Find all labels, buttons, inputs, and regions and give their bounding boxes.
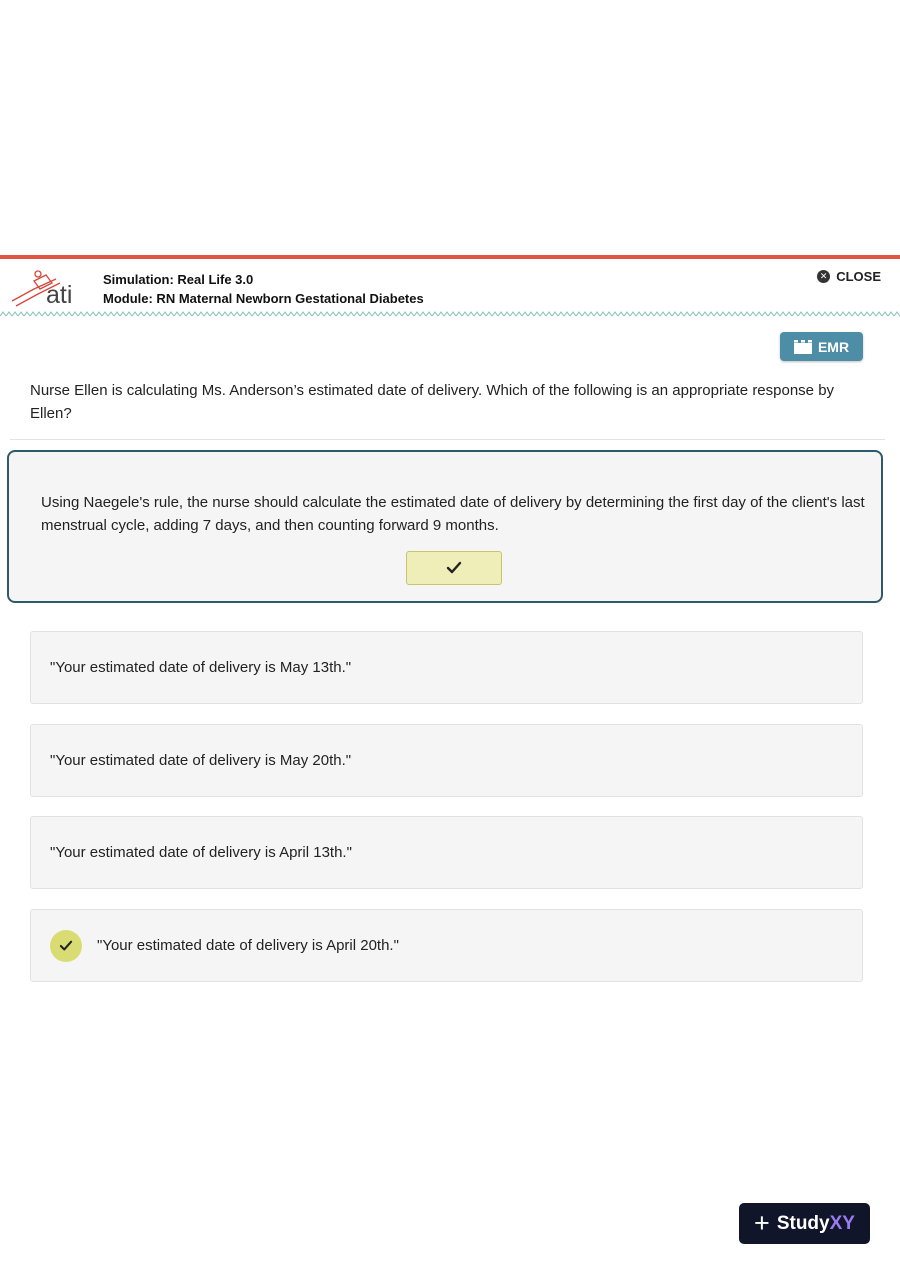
- studyxy-watermark: [739, 1203, 870, 1244]
- header-titles: [103, 270, 424, 308]
- answer-option[interactable]: [30, 816, 863, 889]
- plus-icon: +: [754, 1208, 770, 1238]
- question-text: Nurse Ellen is calculating Ms. Anderson’s estimated date of delivery. Which of the following is an appropriate response by Ellen?: [30, 382, 835, 422]
- answer-option-selected[interactable]: [30, 909, 863, 982]
- svg-text:ati: ati: [46, 281, 73, 309]
- selected-check-icon: [50, 930, 82, 962]
- confirm-check-button[interactable]: [406, 551, 502, 585]
- divider: [10, 439, 885, 440]
- emr-label: EMR: [817, 338, 850, 355]
- app-header: [0, 259, 900, 315]
- checkmark-icon: [446, 561, 462, 575]
- answer-option-label: "Your estimated date of delivery is May 20th.": [50, 752, 352, 769]
- answer-option-label: "Your estimated date of delivery is April 20th.": [97, 937, 399, 954]
- watermark-prefix: Study: [776, 1212, 830, 1234]
- rationale-panel: [7, 450, 883, 603]
- emr-button[interactable]: [780, 332, 863, 361]
- close-icon: ✕: [817, 270, 830, 283]
- close-label: CLOSE: [836, 269, 881, 284]
- answer-option-label: "Your estimated date of delivery is May 13th.": [50, 659, 352, 676]
- answer-option-label: "Your estimated date of delivery is April 13th.": [50, 844, 352, 861]
- wavy-divider: [0, 310, 900, 318]
- answer-option[interactable]: [30, 724, 863, 797]
- close-button[interactable]: [817, 269, 881, 284]
- answer-option[interactable]: [30, 631, 863, 704]
- clapperboard-icon: [794, 340, 812, 354]
- simulation-label: Simulation: Real Life 3.0: [103, 272, 254, 287]
- module-label: Module: RN Maternal Newborn Gestational Diabetes: [103, 291, 424, 306]
- watermark-suffix: XY: [829, 1212, 855, 1234]
- ati-logo: [8, 265, 88, 309]
- rationale-text: Using Naegele's rule, the nurse should calculate the estimated date of delivery by determining the first day of the client's last menstrual cycle, adding 7 days, and then counting forward 9 months.: [41, 494, 865, 534]
